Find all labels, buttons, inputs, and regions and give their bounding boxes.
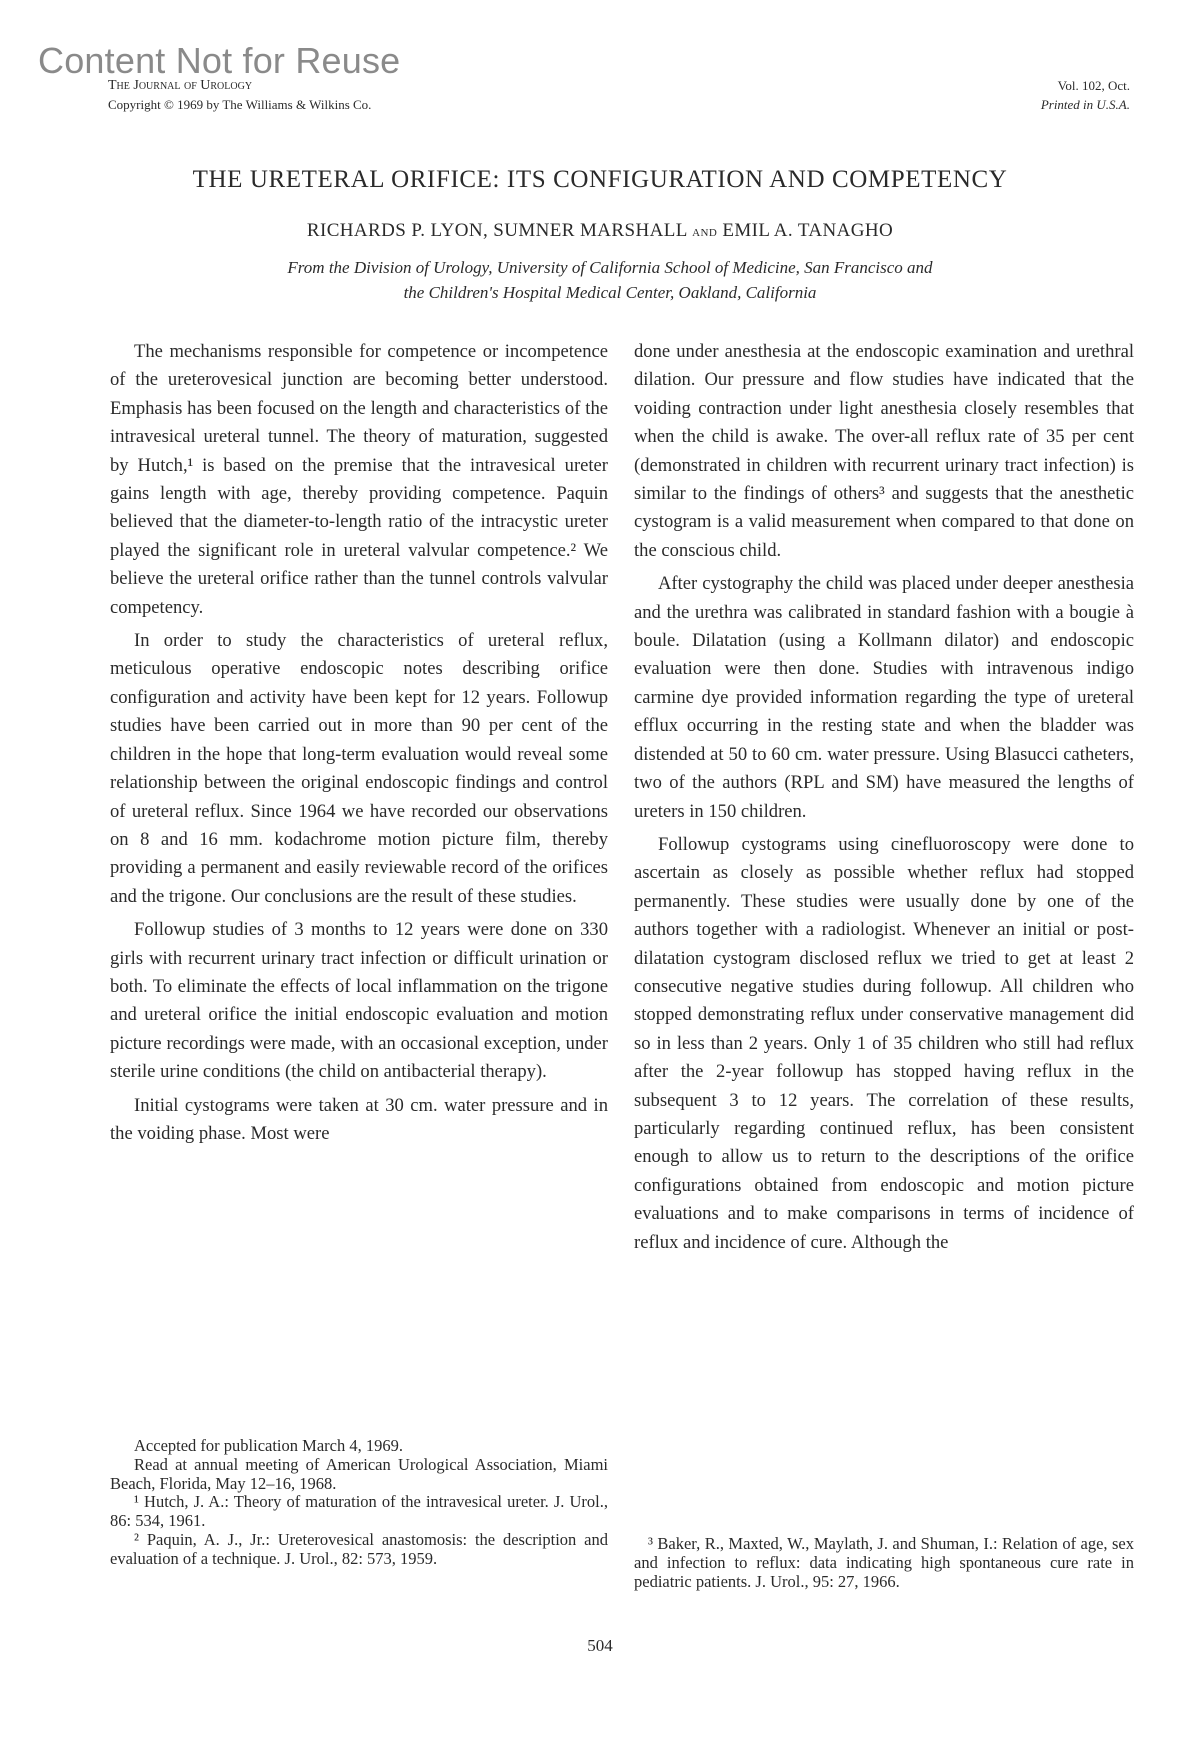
footnote: ¹ Hutch, J. A.: Theory of maturation of the intravesical ureter. J. Urol., 86: 534, 1961. bbox=[110, 1492, 608, 1531]
journal-name: The Journal of Urology bbox=[108, 78, 253, 93]
journal-header bbox=[108, 76, 371, 114]
footnote: ² Paquin, A. J., Jr.: Ureterovesical anastomosis: the description and evaluation of a technique. J. Urol., 82: 573, 1959. bbox=[110, 1529, 608, 1568]
article-title: THE URETERAL ORIFICE: ITS CONFIGURATION AND COMPETENCY bbox=[192, 166, 1008, 193]
footnote: Read at annual meeting of American Urological Association, Miami Beach, Florida, May 12–16, 1968. bbox=[110, 1454, 608, 1493]
copyright-line: Copyright © 1969 by The Williams & Wilkins Co. bbox=[108, 97, 372, 112]
body-paragraph: After cystography the child was placed under deeper anesthesia and the urethra was calibrated in standard fashion with a bougie à boule. Dilatation (using a Kollmann dilator) and endoscopic evaluation were then done. Studies with intravenous indigo carmine dye provided information regarding the type of ureteral efflux occurring in the resting state and when the bladder was distended at 50 to 60 cm. water pressure. Using Blasucci catheters, two of the authors (RPL and SM) have measured the lengths of ureters in 150 children. bbox=[634, 573, 1134, 822]
volume-info: Vol. 102, Oct. bbox=[1057, 78, 1130, 93]
body-paragraph: Followup cystograms using cinefluoroscopy were done to ascertain as closely as possible whether reflux had stopped permanently. These studies were usually done by one of the authors together with a radiologist. Whenever an initial or post-dilatation cystogram disclosed reflux we tried to get at least 2 consecutive negative studies during followup. All children who stopped demonstrating reflux under conservative management did so in less than 2 years. Only 1 of 35 children who still had reflux after the 2-year followup has stopped having reflux in the subsequent 3 to 12 years. The correlation of these results, particularly regarding continued reflux, has been consistent enough to allow us to return to the descriptions of the orifice configurations obtained from endoscopic and motion picture evaluations and to make comparisons in terms of incidence of reflux and incidence of cure. Although the bbox=[634, 833, 1134, 1253]
affiliation-line-1: From the Division of Urology, University of California School of Medicine, San Francisco and bbox=[287, 258, 933, 277]
printed-in: Printed in U.S.A. bbox=[1040, 97, 1130, 112]
authors-part-2: EMIL A. TANAGHO bbox=[722, 220, 894, 241]
left-column bbox=[110, 338, 608, 1153]
authors-part-1: RICHARDS P. LYON, SUMNER MARSHALL bbox=[306, 220, 687, 241]
body-paragraph: done under anesthesia at the endoscopic examination and urethral dilation. Our pressure and flow studies have indicated that the voiding contraction under light anesthesia closely resembles that when the child is awake. The over-all reflux rate of 35 per cent (demonstrated in children with recurrent urinary tract infection) is similar to the findings of others³ and suggests that the anesthetic cystogram is a valid measurement when compared to that done on the conscious child. bbox=[634, 341, 1134, 561]
body-paragraph: In order to study the characteristics of ureteral reflux, meticulous operative endoscopic notes describing orifice configuration and activity have been kept for 12 years. Followup studies have been carried out in more than 90 per cent of the children in the hope that long-term evaluation would reveal some relationship between the original endoscopic findings and control of ureteral reflux. Since 1964 we have recorded our observations on 8 and 16 mm. kodachrome motion picture film, thereby providing a permanent and easily reviewable record of the orifices and the trigone. Our conclusions are the result of these studies. bbox=[110, 630, 608, 907]
affiliation-line-2: the Children's Hospital Medical Center, Oakland, California bbox=[403, 283, 817, 302]
footnote: Accepted for publication March 4, 1969. bbox=[134, 1436, 403, 1455]
body-paragraph: Followup studies of 3 months to 12 years were done on 330 girls with recurrent urinary tract infection or difficult urination or both. To eliminate the effects of local inflammation on the trigone and ureteral orifice the initial endoscopic evaluation and motion picture recordings were made, with an occasional exception, under sterile urine conditions (the child on antibacterial therapy). bbox=[110, 919, 608, 1083]
watermark: Content Not for Reuse bbox=[38, 40, 401, 81]
footnote: ³ Baker, R., Maxted, W., Maylath, J. and Shuman, I.: Relation of age, sex and infection to reflux: data indicating high spontaneous cure rate in pediatric patients. J. Urol., 95: 27, 1966. bbox=[634, 1534, 1134, 1591]
authors-and: and bbox=[692, 224, 718, 240]
body-paragraph: Initial cystograms were taken at 30 cm. water pressure and in the voiding phase. Most were bbox=[110, 1094, 608, 1144]
article-authors bbox=[0, 220, 1200, 242]
footnotes-left bbox=[110, 1437, 608, 1569]
page-number: 504 bbox=[587, 1636, 613, 1655]
affiliation bbox=[130, 255, 1090, 305]
footnotes-right bbox=[634, 1535, 1134, 1591]
right-column bbox=[634, 338, 1134, 1262]
volume-header bbox=[1041, 76, 1130, 114]
body-paragraph: The mechanisms responsible for competence or incompetence of the ureterovesical junction are becoming better understood. Emphasis has been focused on the length and characteristics of the intravesical ureteral tunnel. The theory of maturation, suggested by Hutch,¹ is based on the premise that the intravesical ureter gains length with age, thereby providing competence. Paquin believed that the diameter-to-length ratio of the intracystic ureter played the significant role in ureteral valvular competence.² We believe the ureteral orifice rather than the tunnel controls valvular competency. bbox=[110, 341, 608, 618]
